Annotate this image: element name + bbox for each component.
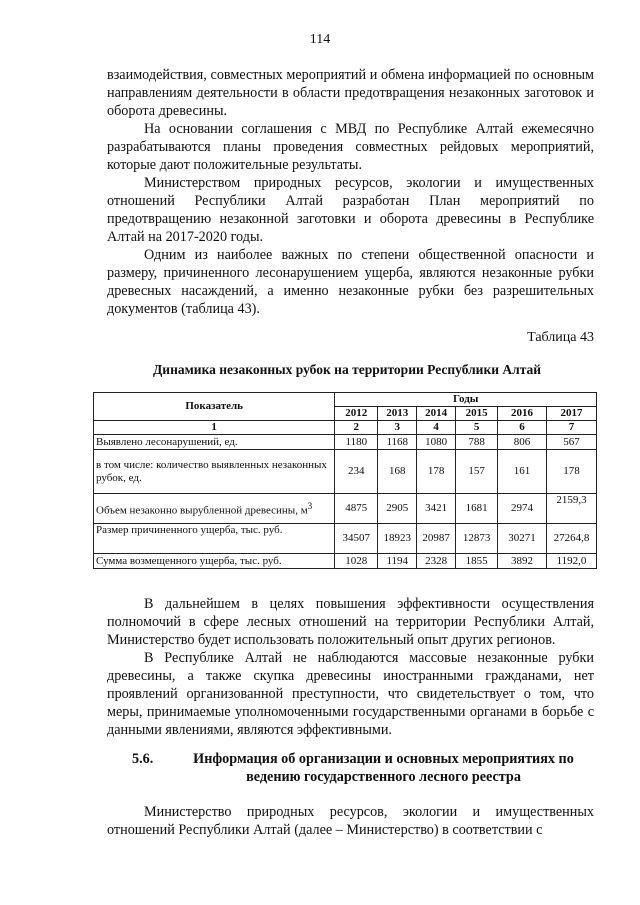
unit-superscript: 3 (307, 500, 313, 511)
row-label (94, 494, 335, 524)
value-cell: 2905 (378, 494, 417, 524)
value-cell: 161 (498, 450, 547, 494)
table-row (94, 554, 597, 569)
row-label: Сумма возмещенного ущерба, тыс. руб. (94, 554, 335, 569)
header-year: 2016 (498, 407, 547, 421)
section-number: 5.6. (132, 751, 154, 767)
body-text-top (107, 66, 594, 318)
paragraph: В дальнейшем в целях повышения эффективности осуществления полномочий в сфере лесных отношений на территории Республики Алтай, Министерство будет использовать положительный опыт других регионов. (107, 596, 594, 648)
value-cell: 178 (547, 450, 597, 494)
table-row (94, 435, 597, 450)
table-title: Динамика незаконных рубок на территории Республики Алтай (153, 362, 542, 377)
header-year: 2015 (456, 407, 498, 421)
header-indicator: Показатель (94, 393, 335, 421)
paragraph: На основании соглашения с МВД по Республике Алтай ежемесячно разрабатываются планы проведения совместных рейдовых мероприятий, которые дают положительные результаты. (107, 121, 594, 173)
value-cell: 1028 (335, 554, 378, 569)
index-cell: 3 (378, 421, 417, 435)
page-number: 114 (309, 32, 331, 47)
index-cell: 5 (456, 421, 498, 435)
row-label-text: Объем незаконно вырубленной древесины, м (96, 504, 308, 517)
table-row (94, 524, 597, 554)
value-cell: 27264,8 (547, 524, 597, 554)
index-cell: 6 (498, 421, 547, 435)
body-text-mid (107, 595, 594, 739)
header-years-group: Годы (335, 393, 597, 407)
value-cell: 34507 (335, 524, 378, 554)
value-cell: 1192,0 (547, 554, 597, 569)
value-cell: 1080 (417, 435, 456, 450)
header-year: 2012 (335, 407, 378, 421)
header-year: 2014 (417, 407, 456, 421)
value-cell: 3892 (498, 554, 547, 569)
header-year: 2017 (547, 407, 597, 421)
value-cell: 1855 (456, 554, 498, 569)
row-label: в том числе: количество выявленных незаконных рубок, ед. (94, 450, 335, 494)
value-cell: 2159,3 (547, 494, 597, 524)
value-cell: 178 (417, 450, 456, 494)
value-cell: 806 (498, 435, 547, 450)
paragraph: В Республике Алтай не наблюдаются массовые незаконные рубки древесины, а также скупка древесины иностранными гражданами, нет проявлений организованной преступности, что свидетельствует о том, что меры, принимаемые уполномоченными государственными органами в борьбе с данными явлениями, являются эффективными. (107, 650, 594, 738)
value-cell: 12873 (456, 524, 498, 554)
body-text-bottom (107, 803, 594, 839)
index-cell: 2 (335, 421, 378, 435)
value-cell: 18923 (378, 524, 417, 554)
index-cell: 4 (417, 421, 456, 435)
value-cell: 2328 (417, 554, 456, 569)
value-cell: 234 (335, 450, 378, 494)
value-cell: 1194 (378, 554, 417, 569)
value-cell: 168 (378, 450, 417, 494)
illegal-logging-table (93, 392, 597, 569)
value-cell: 2974 (498, 494, 547, 524)
table-row (94, 450, 597, 494)
header-year: 2013 (378, 407, 417, 421)
section-title: Информация об организации и основных мероприятиях по ведению государственного лесного реестра (193, 751, 574, 785)
row-label: Выявлено лесонарушений, ед. (94, 435, 335, 450)
table-label: Таблица 43 (527, 330, 594, 345)
table-row (94, 494, 597, 524)
value-cell: 1681 (456, 494, 498, 524)
paragraph: взаимодействия, совместных мероприятий и обмена информацией по основным направлениям деятельности в области предотвращения незаконных заготовок и оборота древесины. (107, 67, 594, 119)
value-cell: 1168 (378, 435, 417, 450)
value-cell: 30271 (498, 524, 547, 554)
row-label: Размер причиненного ущерба, тыс. руб. (94, 524, 335, 554)
value-cell: 1180 (335, 435, 378, 450)
value-cell: 788 (456, 435, 498, 450)
value-cell: 3421 (417, 494, 456, 524)
paragraph: Одним из наиболее важных по степени общественной опасности и размеру, причиненного лесонарушением ущерба, являются незаконные рубки древесных насаждений, а именно незаконные рубки без разрешительных документов (таблица 43). (107, 247, 594, 317)
value-cell: 20987 (417, 524, 456, 554)
index-cell: 7 (547, 421, 597, 435)
paragraph: Министерство природных ресурсов, экологии и имущественных отношений Республики Алтай (далее – Министерство) в соответствии с (107, 804, 594, 838)
index-cell: 1 (94, 421, 335, 435)
value-cell: 157 (456, 450, 498, 494)
value-cell: 567 (547, 435, 597, 450)
paragraph: Министерством природных ресурсов, экологии и имущественных отношений Республики Алтай разработан План мероприятий по предотвращению незаконной заготовки и оборота древесины в Республике Алтай на 2017-2020 годы. (107, 175, 594, 245)
section-heading (132, 750, 592, 786)
value-cell: 4875 (335, 494, 378, 524)
